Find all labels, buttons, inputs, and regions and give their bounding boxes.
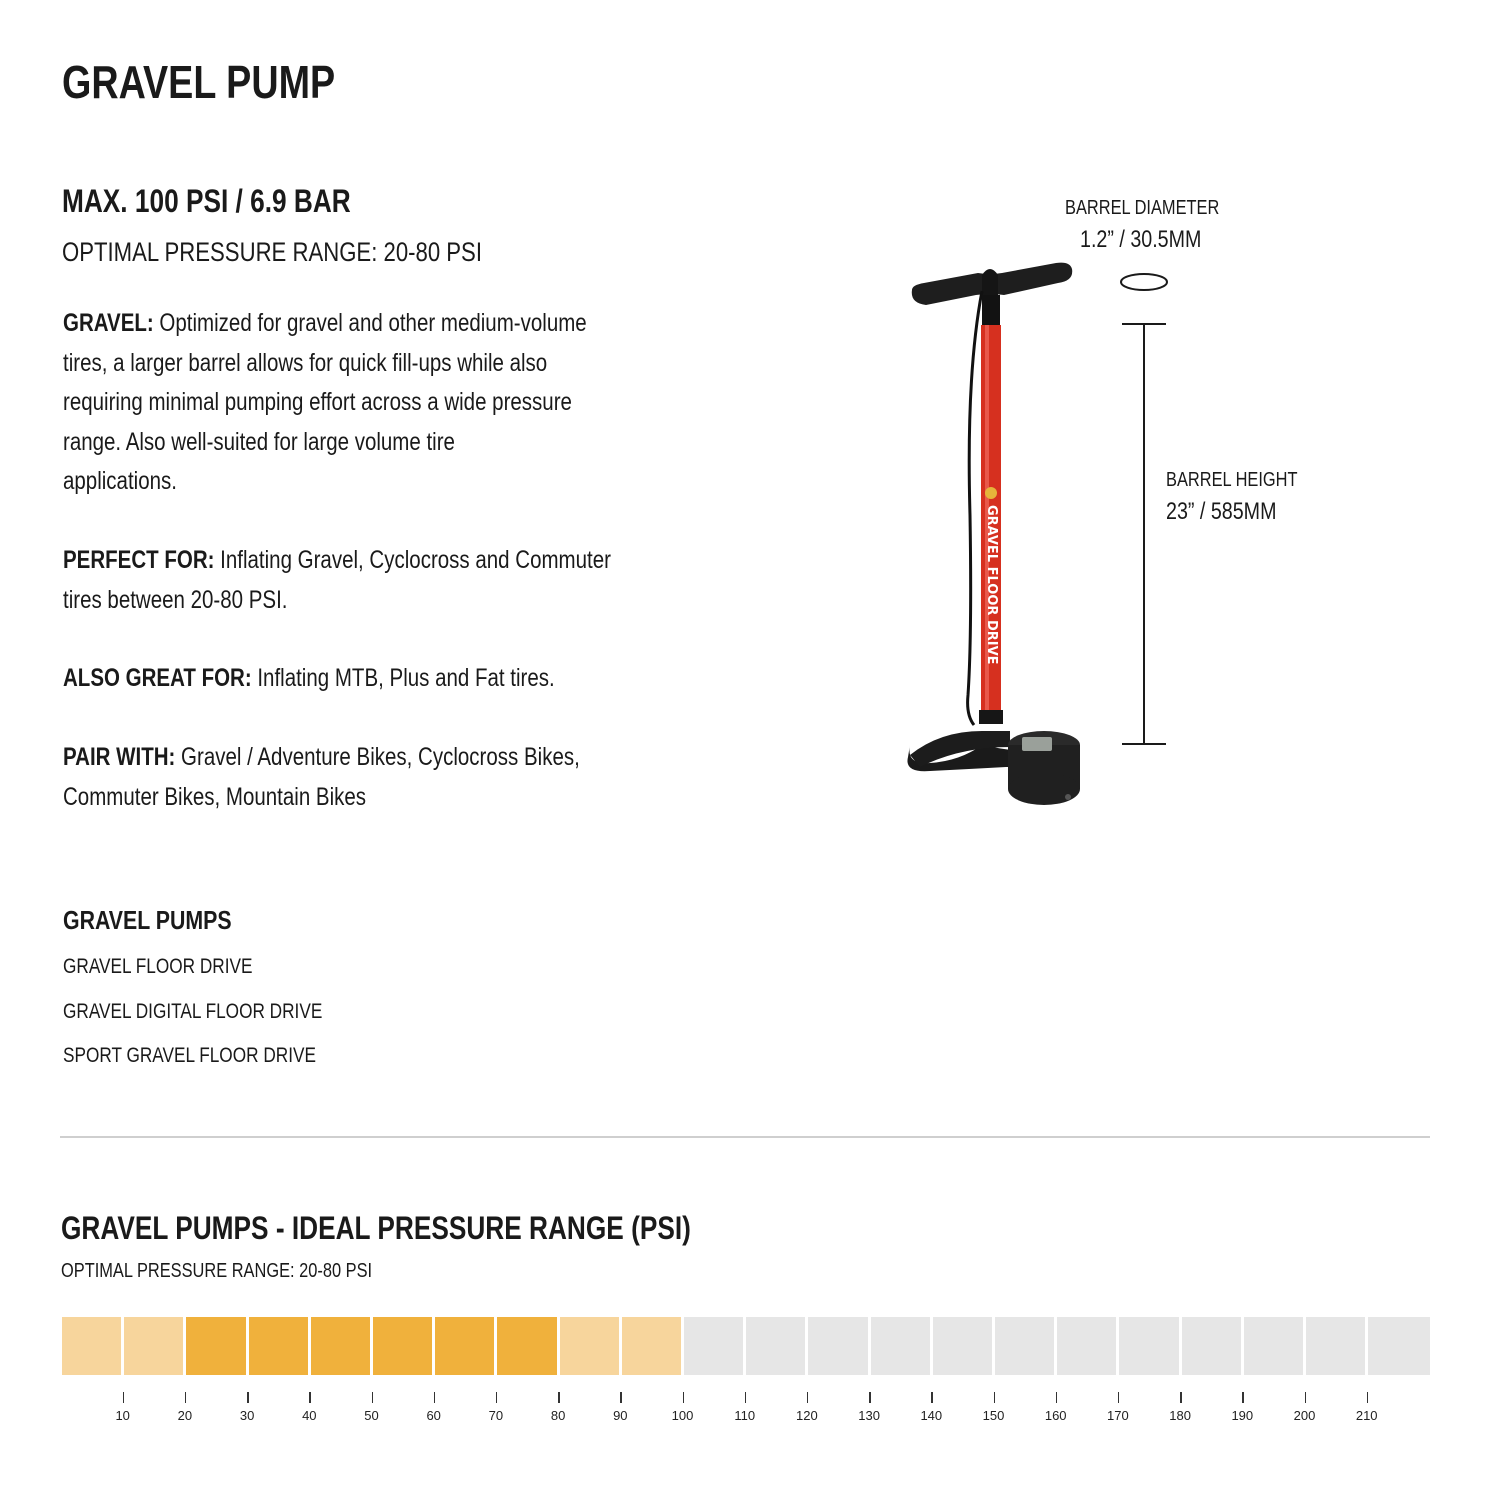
scale-tick-label: 60 xyxy=(426,1408,441,1423)
scale-tick xyxy=(869,1392,871,1403)
scale-tick-label: 170 xyxy=(1107,1408,1129,1423)
barrel-diameter-value: 1.2” / 30.5MM xyxy=(1080,226,1202,253)
scale-tick xyxy=(558,1392,560,1403)
barrel-height-label: BARREL HEIGHT xyxy=(1166,469,1298,491)
pump-list-item: GRAVEL DIGITAL FLOOR DRIVE xyxy=(63,1000,323,1023)
scale-tick-label: 140 xyxy=(920,1408,943,1423)
pressure-segment-optimal xyxy=(435,1317,494,1375)
scale-tick xyxy=(994,1392,996,1403)
pressure-segment-off xyxy=(746,1317,805,1375)
scale-tick-label: 150 xyxy=(982,1408,1005,1423)
gravel-label: GRAVEL: xyxy=(63,309,154,337)
pressure-segment-off xyxy=(808,1317,867,1375)
scale-tick-label: 210 xyxy=(1355,1408,1378,1423)
pressure-scale-ticks xyxy=(62,1392,1430,1432)
scale-tick-label: 160 xyxy=(1044,1408,1067,1423)
pressure-segment-light xyxy=(124,1317,183,1375)
pressure-segment-optimal xyxy=(311,1317,370,1375)
barrel-height-value: 23” / 585MM xyxy=(1166,498,1277,525)
pressure-segment-off xyxy=(1182,1317,1241,1375)
scale-tick xyxy=(931,1392,933,1403)
optimal-pressure-range: OPTIMAL PRESSURE RANGE: 20-80 PSI xyxy=(62,237,482,267)
scale-tick-label: 100 xyxy=(671,1408,694,1423)
pressure-segment-off xyxy=(1244,1317,1303,1375)
barrel-diameter-label: BARREL DIAMETER xyxy=(1065,197,1220,219)
scale-tick xyxy=(683,1392,685,1403)
also-great-for-label: ALSO GREAT FOR: xyxy=(63,664,252,692)
pressure-segment-off xyxy=(933,1317,992,1375)
scale-tick-label: 120 xyxy=(796,1408,818,1423)
scale-tick-label: 200 xyxy=(1293,1408,1316,1423)
pressure-segment-light xyxy=(62,1317,121,1375)
scale-tick xyxy=(1118,1392,1120,1403)
pressure-segment-off xyxy=(1306,1317,1365,1375)
scale-tick xyxy=(123,1392,125,1403)
scale-tick xyxy=(1056,1392,1058,1403)
scale-tick xyxy=(1242,1392,1244,1403)
pump-list-item: SPORT GRAVEL FLOOR DRIVE xyxy=(63,1044,316,1067)
scale-tick-label: 50 xyxy=(364,1408,379,1423)
pair-with-description: PAIR WITH: Gravel / Adventure Bikes, Cyclocross Bikes, Commuter Bikes, Mountain Bikes xyxy=(63,743,580,811)
page-title: GRAVEL PUMP xyxy=(62,56,336,108)
scale-tick xyxy=(247,1392,249,1403)
pump-list-item: GRAVEL FLOOR DRIVE xyxy=(63,955,253,978)
scale-tick-label: 70 xyxy=(488,1408,504,1423)
pressure-segment-optimal xyxy=(497,1317,556,1375)
scale-tick-label: 80 xyxy=(550,1408,566,1423)
also-great-for-description: ALSO GREAT FOR: Inflating MTB, Plus and Fat tires. xyxy=(63,664,555,692)
pair-with-label: PAIR WITH: xyxy=(63,743,176,771)
scale-tick-label: 20 xyxy=(177,1408,193,1423)
scale-tick xyxy=(620,1392,622,1403)
pressure-segment-off xyxy=(1368,1317,1430,1375)
pressure-segment-optimal xyxy=(186,1317,245,1375)
scale-tick-label: 10 xyxy=(115,1408,130,1423)
scale-tick xyxy=(1180,1392,1182,1403)
pressure-segment-off xyxy=(684,1317,743,1375)
pressure-segment-off xyxy=(995,1317,1054,1375)
pressure-scale-bar xyxy=(62,1317,1430,1375)
scale-tick xyxy=(745,1392,747,1403)
section-divider xyxy=(60,1136,1430,1138)
barrel-diameter-ellipse xyxy=(1118,270,1170,294)
pressure-segment-light xyxy=(622,1317,681,1375)
max-pressure-heading: MAX. 100 PSI / 6.9 BAR xyxy=(62,183,351,219)
scale-tick xyxy=(1367,1392,1369,1403)
pressure-segment-optimal xyxy=(249,1317,308,1375)
scale-tick-label: 90 xyxy=(613,1408,628,1423)
scale-tick-label: 130 xyxy=(858,1408,880,1423)
scale-tick-label: 30 xyxy=(239,1408,255,1423)
floor-pump-image xyxy=(890,255,1090,815)
scale-tick-label: 40 xyxy=(302,1408,317,1423)
scale-tick-label: 110 xyxy=(734,1408,756,1423)
pressure-segment-light xyxy=(560,1317,619,1375)
pressure-segment-off xyxy=(1119,1317,1178,1375)
pressure-segment-off xyxy=(1057,1317,1116,1375)
scale-tick xyxy=(309,1392,311,1403)
pressure-segment-off xyxy=(871,1317,930,1375)
gravel-description: GRAVEL: Optimized for gravel and other medium-volume tires, a larger barrel allows for quick fill-ups while also requiring minimal pumping effort across a wide pressure range. Also well-suited for large volume tire applications. xyxy=(63,309,587,495)
perfect-for-label: PERFECT FOR: xyxy=(63,546,215,574)
scale-tick xyxy=(807,1392,809,1403)
scale-tick-label: 190 xyxy=(1231,1408,1254,1423)
pressure-segment-optimal xyxy=(373,1317,432,1375)
pressure-range-heading: GRAVEL PUMPS - IDEAL PRESSURE RANGE (PSI) xyxy=(61,1210,691,1246)
perfect-for-description: PERFECT FOR: Inflating Gravel, Cyclocross and Commuter tires between 20-80 PSI. xyxy=(63,546,611,614)
scale-tick xyxy=(1305,1392,1307,1403)
scale-tick xyxy=(372,1392,374,1403)
gravel-pumps-heading: GRAVEL PUMPS xyxy=(63,905,232,935)
barrel-height-dimension-line xyxy=(1118,320,1170,750)
scale-tick-label: 180 xyxy=(1169,1408,1191,1423)
scale-tick xyxy=(434,1392,436,1403)
pressure-range-subtitle: OPTIMAL PRESSURE RANGE: 20-80 PSI xyxy=(61,1260,373,1282)
scale-tick xyxy=(496,1392,498,1403)
scale-tick xyxy=(185,1392,187,1403)
pump-brand-text: GRAVEL FLOOR DRIVE xyxy=(984,505,999,665)
